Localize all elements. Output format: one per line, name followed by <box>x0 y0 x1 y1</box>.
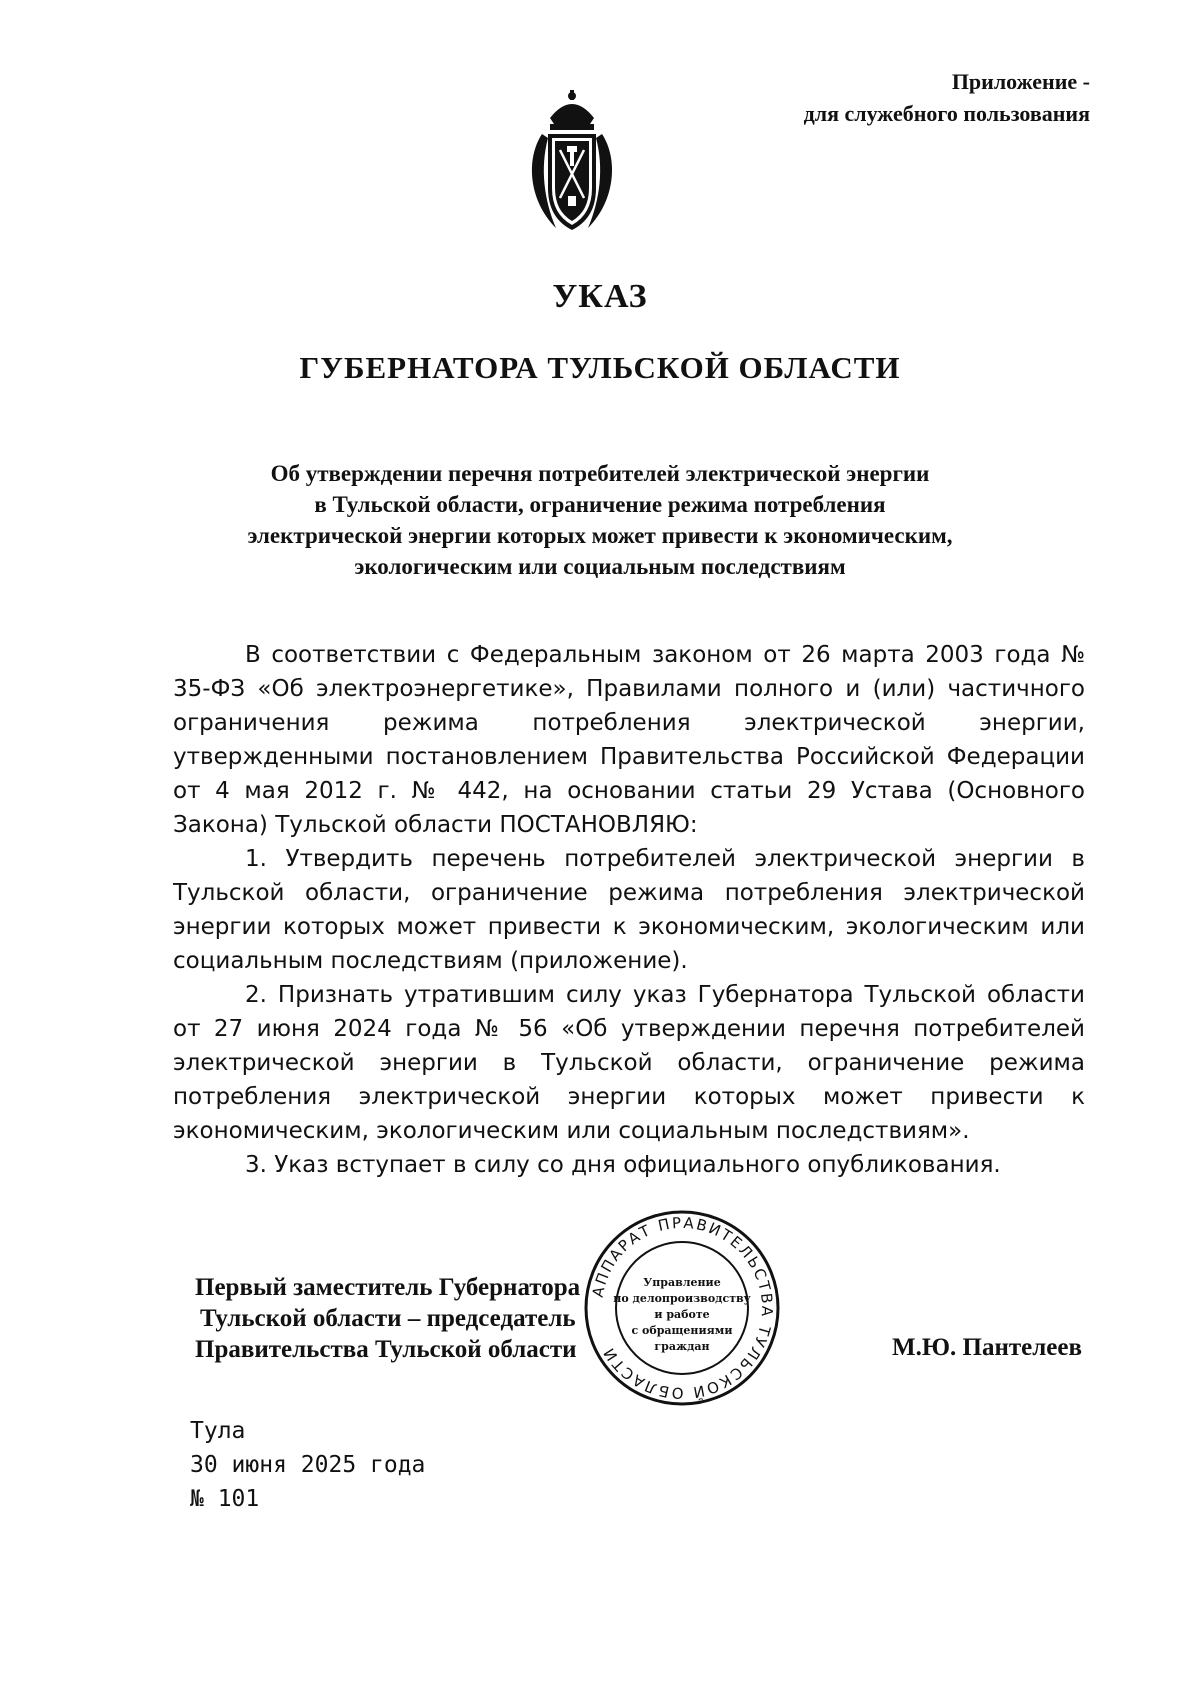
document-number: № 101 <box>190 1486 260 1512</box>
signer-position <box>195 1272 580 1365</box>
stamp-center-line: Управление <box>643 1276 721 1289</box>
document-type: УКАЗ <box>552 278 648 315</box>
clause-2: 2. Признать утратившим силу указ Губернатора Тульской области от 27 июня 2024 года № 56 «Об утверждении перечня потребителей электрической энергии в Тульской области, ограничение режима потребления электрической энергии которых может привести к экономическим, экологическим или социальным последствиям». <box>173 982 1085 1144</box>
signer-position-line: Тульской области – председатель <box>200 1305 576 1332</box>
annex-note <box>804 66 1090 130</box>
subject-line: Об утверждении перечня потребителей электрической энергии <box>270 461 930 486</box>
coat-of-arms-icon <box>520 88 624 238</box>
subject-line: в Тульской области, ограничение режима потребления <box>314 492 886 517</box>
city: Тула <box>190 1418 246 1444</box>
stamp-center-line: граждан <box>654 1340 710 1353</box>
annex-note-line1: Приложение - <box>951 69 1090 94</box>
document-body <box>173 638 1085 1182</box>
annex-note-line2: для служебного пользования <box>803 101 1090 126</box>
clause-3: 3. Указ вступает в силу со дня официального опубликования. <box>245 1152 1001 1178</box>
stamp-center-line: по делопроизводству <box>613 1292 751 1305</box>
subject-line: экологическим или социальным последствиям <box>354 554 846 579</box>
signer-position-line: Первый заместитель Губернатора <box>195 1274 581 1301</box>
clause-1: 1. Утвердить перечень потребителей электрической энергии в Тульской области, ограничение режима потребления электрической энергии которых может привести к экономическим, экологическим или социальным последствиям (приложение). <box>173 846 1085 974</box>
signer-name: М.Ю. Пантелеев <box>892 1334 1082 1361</box>
stamp-ring-textpath: АППАРАТ ПРАВИТЕЛЬСТВА ТУЛЬСКОЙ ОБЛАСТИ <box>588 1213 777 1403</box>
issuing-authority: ГУБЕРНАТОРА ТУЛЬСКОЙ ОБЛАСТИ <box>299 350 901 385</box>
stamp-center-line: с обращениями <box>631 1324 733 1337</box>
preamble-paragraph: В соответствии с Федеральным законом от 26 марта 2003 года № 35-ФЗ «Об электроэнергетике», Правилами полного и (или) частичного ограничения режима потребления электрической энергии, утвержденными постановлением Правительства Российской Федерации от 4 мая 2012 г. № 442, на основании статьи 29 Устава (Основного Закона) Тульской области ПОСТАНОВЛЯЮ: <box>173 642 1085 838</box>
stamp-center-line: и работе <box>654 1308 710 1321</box>
signer-position-line: Правительства Тульской области <box>195 1336 577 1363</box>
document-date: 30 июня 2025 года <box>190 1452 426 1478</box>
place-and-date <box>190 1414 425 1516</box>
document-subject <box>200 458 1000 582</box>
official-stamp <box>582 1208 782 1408</box>
subject-line: электрической энергии которых может привести к экономическим, <box>247 523 953 548</box>
